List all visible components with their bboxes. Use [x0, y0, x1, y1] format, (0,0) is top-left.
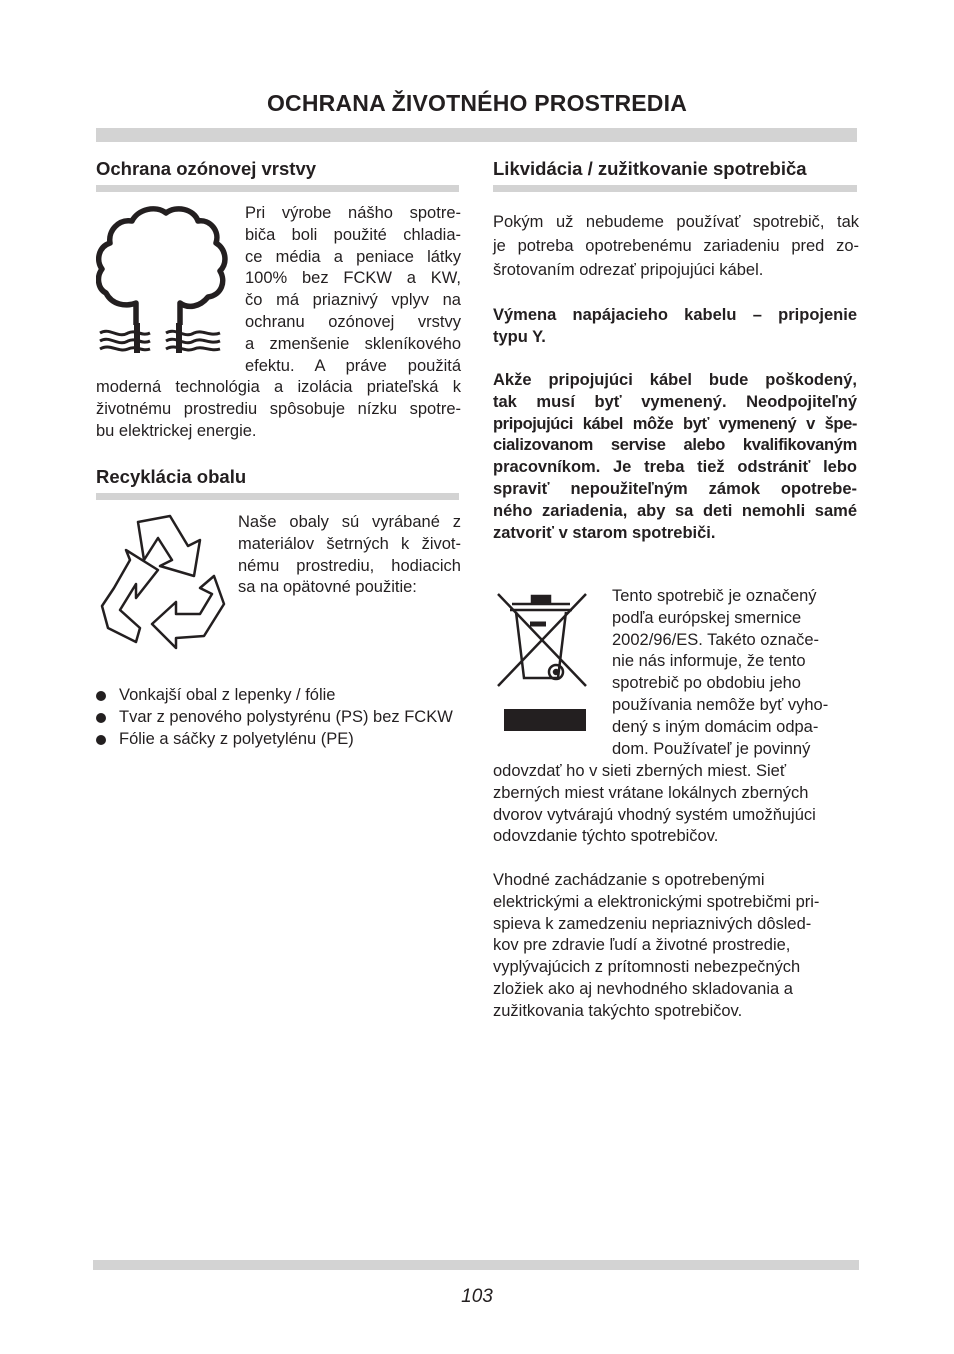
disposal-intro: [493, 210, 859, 282]
text-line: ného zariadenia, aby sa deti nemohli samé: [493, 501, 857, 520]
list-item: Fólie a sáčky z polyetylénu (PE): [96, 729, 461, 751]
page-number: 103: [461, 1286, 493, 1307]
text-line: používania nemôže byť vyho-: [612, 695, 829, 714]
recycling-icon: [96, 510, 226, 650]
text-line: šrotovaním odrezať pripojujúci kábel.: [493, 261, 764, 279]
recycling-heading-underline: [96, 493, 459, 500]
ozone-paragraph-beside: [245, 203, 461, 377]
text-line: cializovanom servise alebo kvalifikovaným: [493, 436, 857, 455]
text-line: Naše obaly sú vyrábané z: [238, 513, 461, 531]
text-line: sa na opätovné použitie:: [238, 578, 417, 597]
text-line: typu Y.: [493, 327, 546, 346]
text-line: nému prostrediu, hodiacich: [238, 556, 461, 575]
text-line: 2002/96/ES. Takéto označe-: [612, 630, 820, 649]
text-line: zložiek ako aj nevhodného skladovania a: [493, 979, 793, 998]
page-title: OCHRANA ŽIVOTNÉHO PROSTREDIA: [266, 90, 688, 116]
weee-paragraph: [612, 586, 857, 760]
title-divider: [96, 128, 857, 142]
text-line: 100% bez FCKW a KW,: [245, 269, 461, 288]
text-line: Pri výrobe nášho spotre-: [245, 204, 461, 222]
text-line: dený s iným domácim odpa-: [612, 717, 819, 736]
weee-paragraph-below: [493, 761, 857, 848]
text-line: pripojujúci kábel môže byť vymenený v špe-: [493, 414, 857, 433]
footer-divider: [93, 1260, 859, 1270]
text-line: zužitkovania takýchto spotrebičov.: [493, 1001, 743, 1020]
text-line: zatvoriť v starom spotrebiči.: [493, 523, 716, 542]
text-line: zberných miest vrátane lokálnych zberných: [493, 783, 809, 802]
text-line: pracovníkom. Je treba tiež odstrániť lebo: [493, 458, 857, 477]
text-line: podľa európskej smernice: [612, 608, 802, 627]
list-item: Tvar z penového polystyrénu (PS) bez FCKW: [96, 707, 461, 729]
text-line: bu elektrickej energie.: [96, 421, 257, 440]
recycling-paragraph: [238, 512, 461, 599]
text-line: biča boli použité chladia-: [245, 225, 461, 244]
recycling-heading: Recyklácia obalu: [96, 466, 247, 487]
text-line: ochranu ozónovej vrstvy: [245, 312, 461, 331]
text-line: Vhodné zachádzanie s opotrebenými: [493, 871, 765, 889]
text-line: vyplývajúcich z prítomnosti nebezpečných: [493, 958, 801, 977]
text-line: nie nás informuje, že tento: [612, 652, 806, 671]
text-line: životnému prostrediu spôsobuje nízku spotre-: [96, 399, 461, 418]
ozone-paragraph-below: [96, 377, 461, 442]
weee-bin-icon: [494, 590, 590, 732]
text-line: spieva k zamedzeniu nepriaznivých dôsled-: [493, 914, 812, 933]
list-item: Vonkajší obal z lepenky / fólie: [96, 685, 461, 707]
text-line: dom. Používateľ je povinný: [612, 739, 811, 758]
cable-warning: [493, 370, 857, 544]
text-line: odovzdať ho v sieti zberných miest. Sieť: [493, 762, 787, 780]
text-line: Tento spotrebič je označený: [612, 587, 817, 605]
text-line: kov pre zdravie ľudí a životné prostredie,: [493, 936, 791, 955]
text-line: čo má priaznivý vplyv na: [245, 291, 461, 310]
cable-heading: [493, 305, 857, 349]
disposal-heading: Likvidácia / zužitkovanie spotrebiča: [493, 158, 807, 179]
ozone-heading-underline: [96, 185, 459, 192]
text-line: je potreba opotrebenému zariadeniu pred zo-: [493, 237, 859, 255]
text-line: a zmenšenie skleníkového: [245, 334, 461, 353]
text-line: Pokým už nebudeme používať spotrebič, tak: [493, 213, 859, 231]
text-line: moderná technológia a izolácia priateľská k: [96, 378, 461, 396]
tree-icon: [96, 205, 228, 353]
text-line: Výmena napájacieho kabelu – pripojenie: [493, 306, 857, 324]
text-line: ce média a peniace látky: [245, 247, 461, 266]
text-line: materiálov šetrných k život-: [238, 534, 461, 553]
text-line: odovzdanie týchto spotrebičov.: [493, 827, 719, 846]
text-line: dvorov vytvárajú vhodný systém umožňujúci: [493, 805, 816, 824]
text-line: tak musí byť vymenený. Neodpojiteľný: [493, 392, 857, 411]
text-line: Akže pripojujúci kábel bude poškodený,: [493, 371, 857, 389]
ozone-heading: Ochrana ozónovej vrstvy: [96, 158, 317, 179]
disposal-heading-underline: [493, 185, 857, 192]
recycling-bullet-list: [96, 685, 461, 750]
text-line: spraviť nepoužiteľným zámok opotrebe-: [493, 479, 857, 498]
text-line: efektu. A práve použitá: [245, 356, 461, 375]
closing-paragraph: [493, 870, 857, 1023]
text-line: spotrebič po obdobiu jeho: [612, 674, 801, 693]
text-line: elektrickými a elektronickými spotrebičmi pri-: [493, 892, 820, 911]
